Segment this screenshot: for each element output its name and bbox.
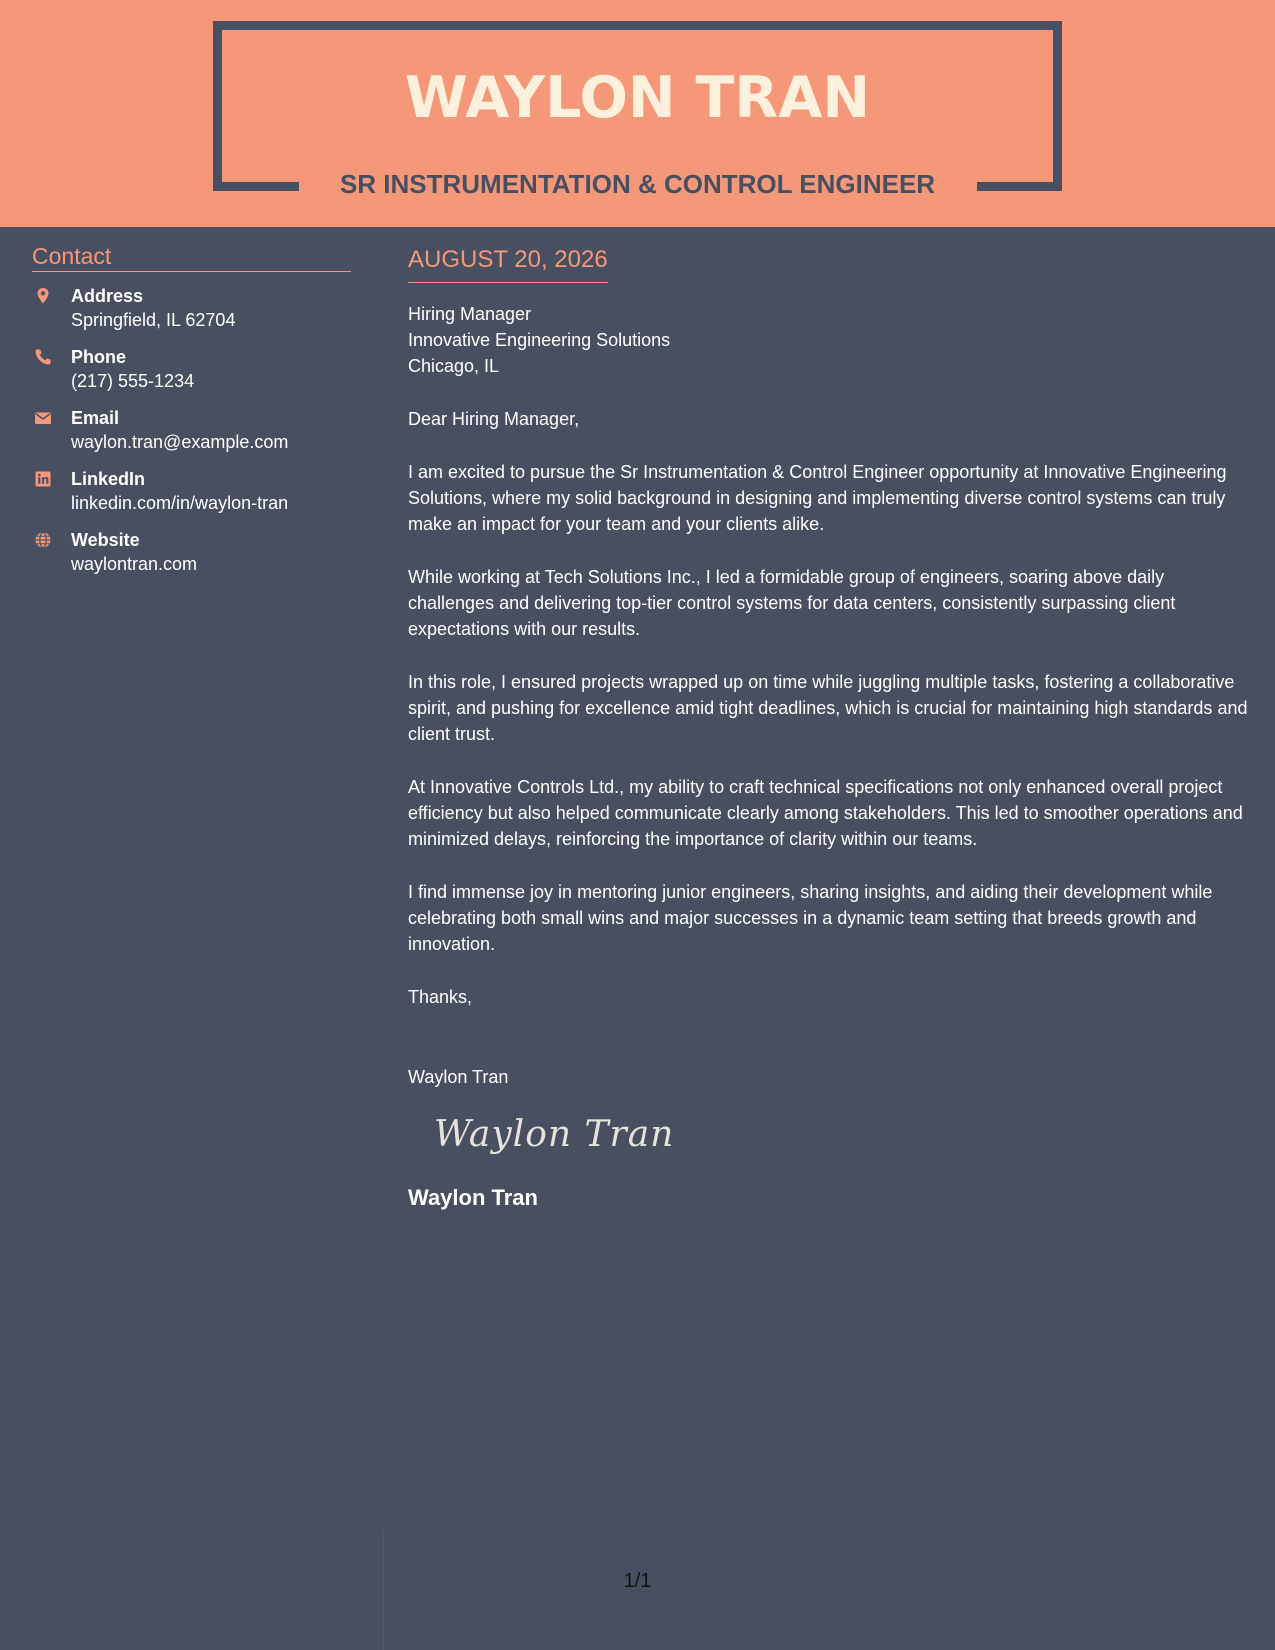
salutation: Dear Hiring Manager, (408, 409, 580, 429)
closing: Thanks, (408, 987, 473, 1007)
recipient-company: Innovative Engineering Solutions (408, 330, 671, 350)
letter-paragraph: I find immense joy in mentoring junior engineers, sharing insights, and aiding their development while celebrating both small wins and major successes in a dynamic team setting that breeds growth and innovation. (408, 882, 1213, 954)
letter-paragraph: In this role, I ensured projects wrapped up on time while juggling multiple tasks, fostering a collaborative spirit, and pushing for excellence amid tight deadlines, which is crucial for maintaining high standards and client trust. (408, 672, 1248, 744)
letter-paragraph: While working at Tech Solutions Inc., I led a formidable group of engineers, soaring above daily challenges and delivering top-tier control systems for data centers, consistently surpassing client expectations with our results. (408, 567, 1176, 639)
recipient-name: Hiring Manager (408, 304, 532, 324)
contact-value: (217) 555-1234 (71, 371, 195, 391)
contact-label: LinkedIn (71, 469, 146, 489)
recipient-location: Chicago, IL (408, 356, 500, 376)
contact-label: Address (71, 286, 144, 306)
handwritten-signature: Waylon Tran (434, 1114, 675, 1155)
letter-date: AUGUST 20, 2026 (408, 244, 608, 283)
contact-item-address (32, 284, 351, 333)
contact-label: Email (71, 408, 120, 428)
contact-value[interactable]: waylontran.com (71, 554, 198, 574)
phone-icon (34, 348, 52, 366)
contact-sidebar (32, 241, 351, 577)
contact-heading: Contact (32, 241, 351, 272)
letter-paragraph: At Innovative Controls Ltd., my ability to craft technical specifications not only enhanced overall project efficiency but also helped communicate clearly among stakeholders. This led to smoother operations and minimized delays, reinforcing the importance of clarity within our teams. (408, 777, 1243, 849)
envelope-icon (34, 409, 52, 427)
letter-paragraph: I am excited to pursue the Sr Instrumentation & Control Engineer opportunity at Innovative Engineering Solutions, where my solid background in designing and implementing diverse control systems can truly make an impact for your team and your clients alike. (408, 462, 1227, 534)
map-pin-icon (34, 287, 52, 305)
linkedin-icon (34, 470, 52, 488)
recipient-block (408, 301, 1253, 379)
header-banner (0, 0, 1275, 227)
contact-item-phone (32, 345, 351, 394)
applicant-name: WAYLON TRAN (404, 65, 871, 131)
contact-value: waylon.tran@example.com (71, 432, 289, 452)
contact-item-email (32, 406, 351, 455)
contact-label: Phone (71, 347, 127, 367)
contact-item-website (32, 528, 351, 577)
signed-name: Waylon Tran (408, 1185, 538, 1210)
globe-icon (34, 531, 52, 549)
job-title: SR INSTRUMENTATION & CONTROL ENGINEER (339, 169, 936, 199)
page-number: 1/1 (623, 1570, 652, 1592)
signer-name: Waylon Tran (408, 1067, 509, 1087)
contact-label: Website (71, 530, 140, 550)
contact-item-linkedin (32, 467, 351, 516)
contact-value[interactable]: linkedin.com/in/waylon-tran (71, 493, 289, 513)
letter-body (408, 244, 1253, 1212)
contact-value: Springfield, IL 62704 (71, 310, 236, 330)
